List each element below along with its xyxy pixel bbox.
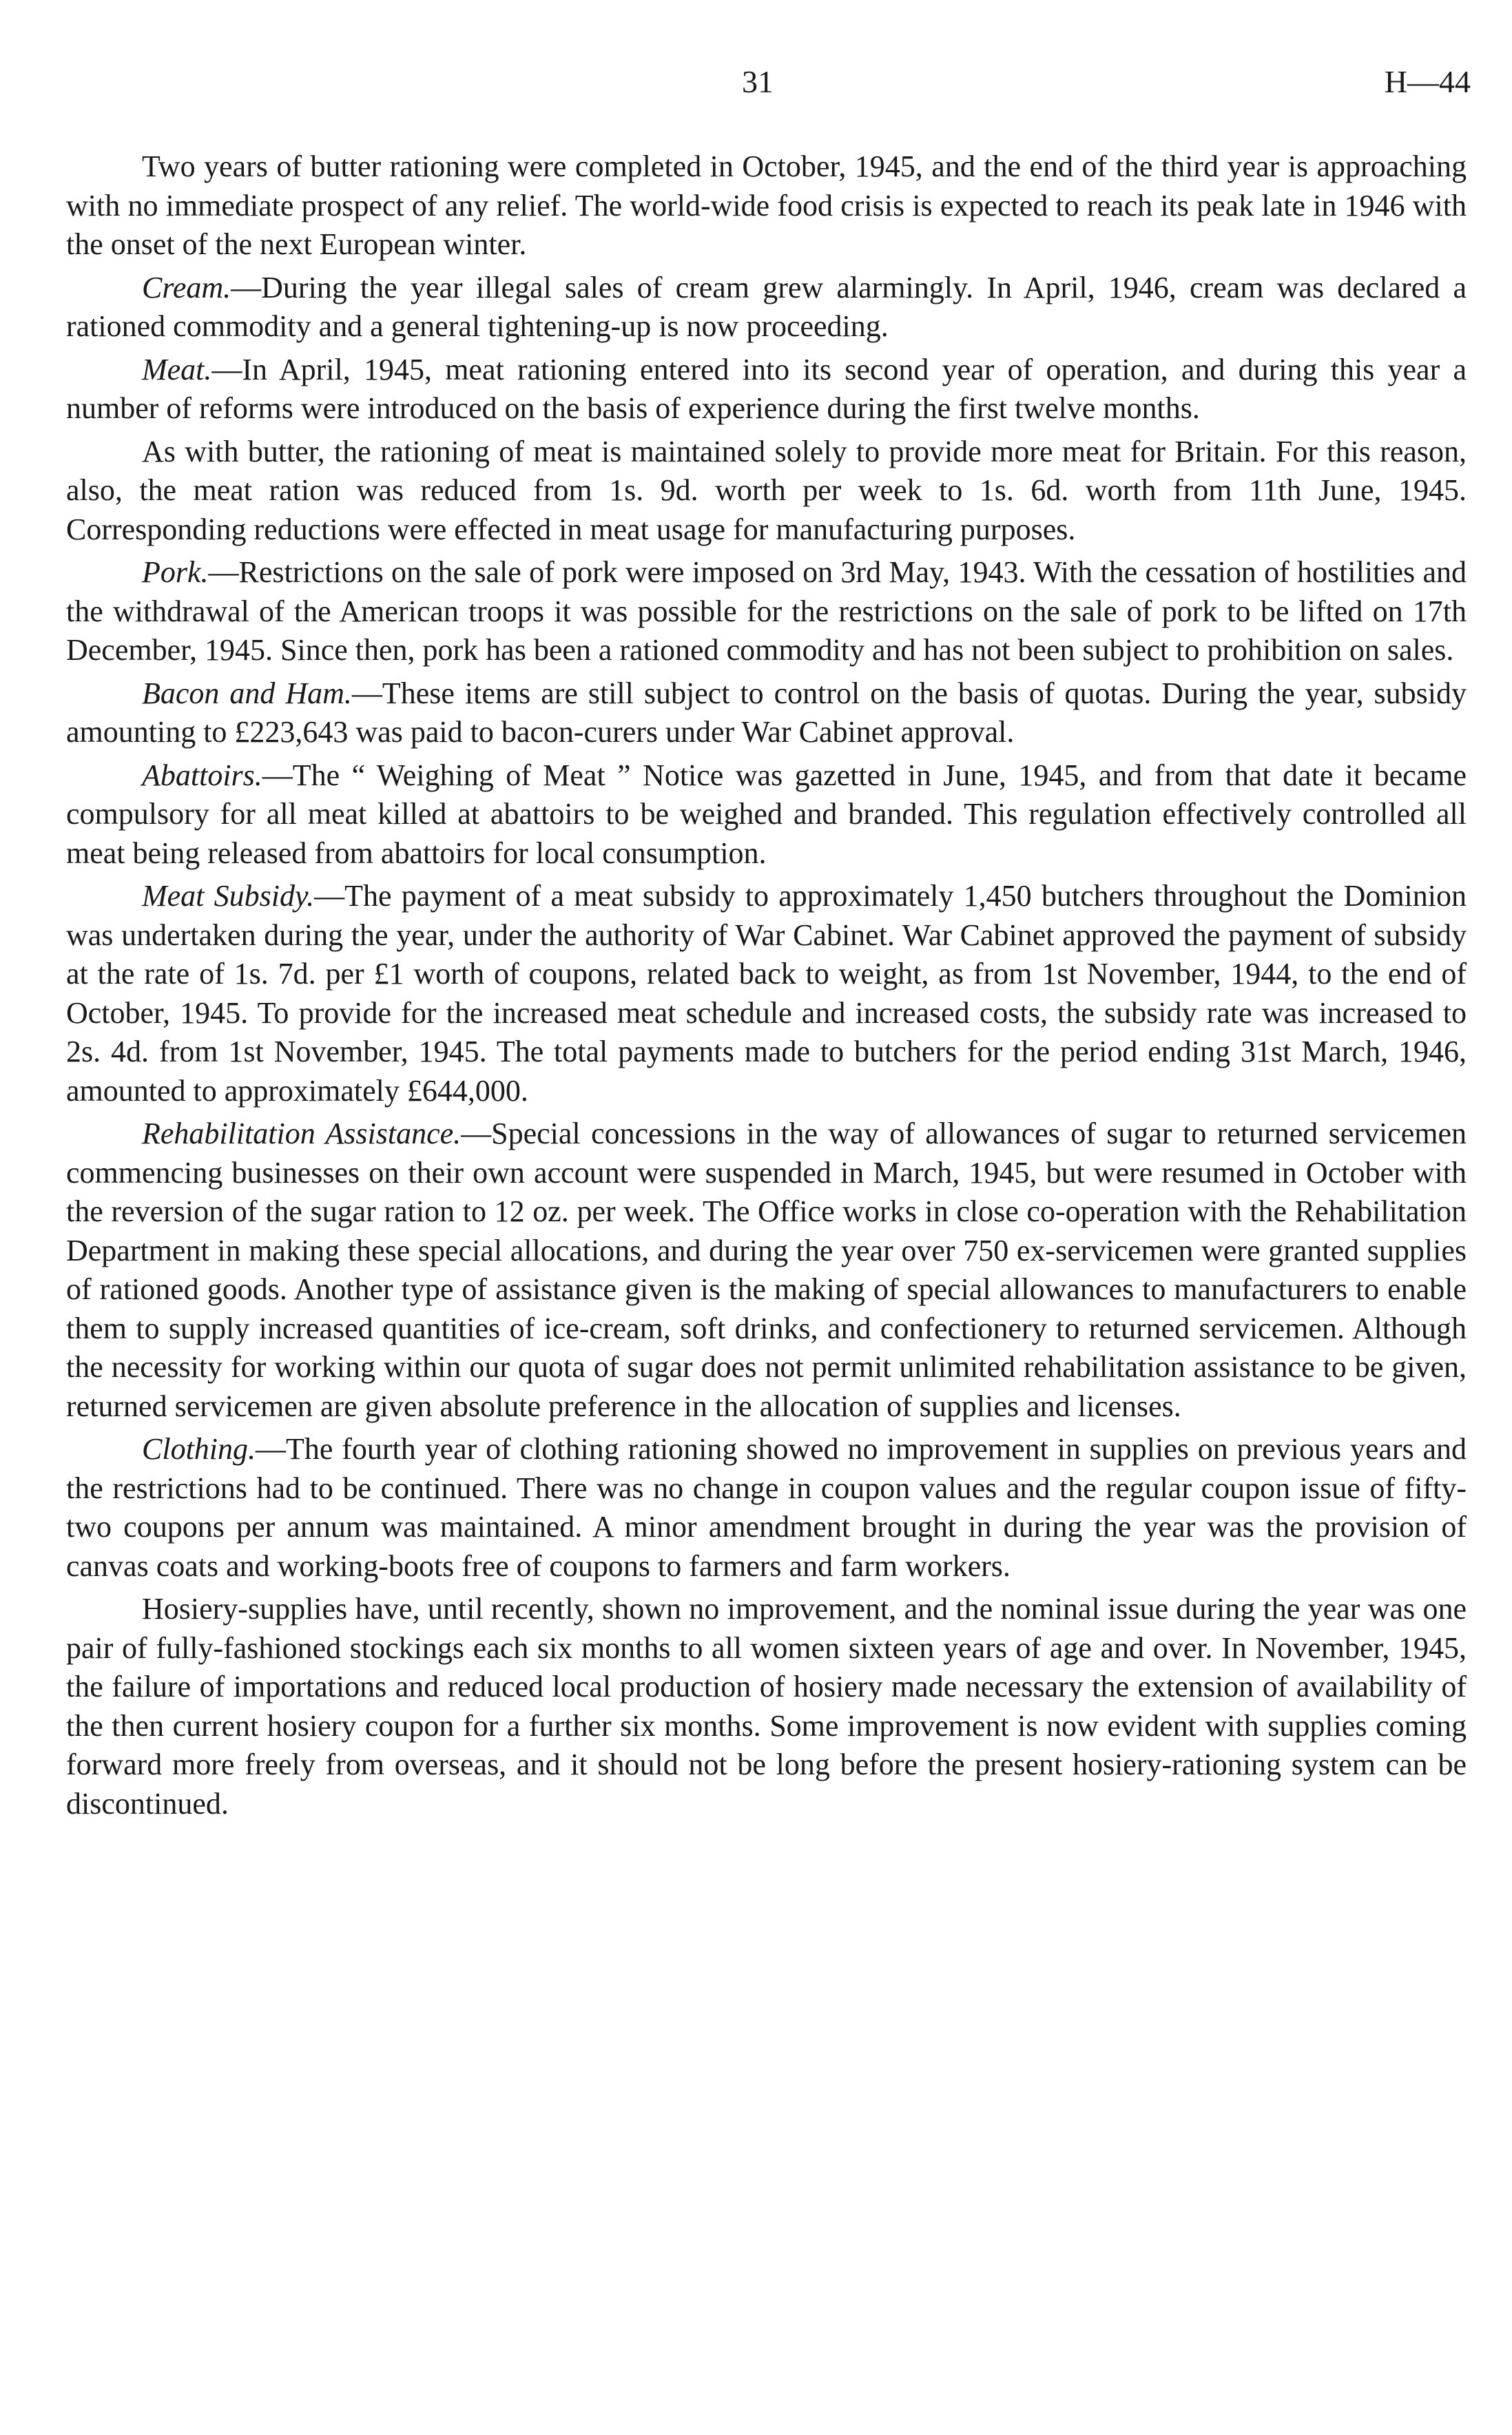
paragraph-pork [66, 553, 1467, 670]
page-header [0, 63, 1512, 112]
paragraph-abattoirs [66, 756, 1467, 873]
page-number: 31 [742, 64, 774, 99]
paragraph-text: As with butter, the rationing of meat is maintained solely to provide more meat for Britain. For this reason, also, the meat ration was reduced from 1s. 9d. worth per week to 1s. 6d. worth from 11th June, 1945. Corresponding reductions were effected in meat usage for manufacturing purposes. [66, 434, 1467, 546]
section-heading: Pork. [142, 555, 209, 589]
paragraph-text: —In April, 1945, meat rationing entered into its second year of operation, and during this year a number of reforms were introduced on the basis of experience during the first twelve months. [66, 352, 1467, 425]
section-heading: Bacon and Ham. [142, 676, 352, 710]
paragraph-meat-subsidy [66, 877, 1467, 1110]
paragraph-butter [66, 147, 1467, 265]
paragraph-text: —During the year illegal sales of cream grew alarmingly. In April, 1946, cream was declared a rationed commodity and a general tightening-up is now proceeding. [66, 270, 1467, 343]
paragraph-text: Two years of butter rationing were completed in October, 1945, and the end of the third year is approaching with no immediate prospect of any relief. The world-wide food crisis is expected to reach its peak late in 1946 with the onset of the next European winter. [66, 149, 1467, 261]
paragraph-cream [66, 269, 1467, 346]
section-heading: Cream. [142, 270, 231, 304]
paragraph-text: Hosiery-supplies have, until recently, shown no improvement, and the nominal issue during the year was one pair of fully-fashioned stockings each six months to all women sixteen years of age and over. In November, 1945, the failure of importations and reduced local production of hosiery made necessary the extension of availability of the then current hosiery coupon for a further six months. Some improvement is now evident with supplies coming forward more freely from overseas, and it should not be long before the present hosiery-rationing system can be discontinued. [66, 1592, 1467, 1821]
paragraph-bacon-ham [66, 674, 1467, 752]
section-heading: Rehabilitation Assistance. [142, 1117, 462, 1150]
paragraph-meat [66, 351, 1467, 428]
paragraph-rehabilitation [66, 1115, 1467, 1426]
paragraph-hosiery [66, 1590, 1467, 1823]
paragraph-text: —Restrictions on the sale of pork were imposed on 3rd May, 1943. With the cessation of hostilities and the withdrawal of the American troops it was possible for the restrictions on the sale of pork to be lifted on 17th December, 1945. Since then, pork has been a rationed commodity and has not been subject to prohibition on sales. [66, 555, 1467, 667]
document-reference: H—44 [1384, 64, 1471, 99]
paragraph-meat-ration [66, 433, 1467, 550]
paragraph-text: —The payment of a meat subsidy to approximately 1,450 butchers throughout the Dominion was undertaken during the year, under the authority of War Cabinet. War Cabinet approved the payment of subsidy at the rate of 1s. 7d. per £1 worth of coupons, related back to weight, as from 1st November, 1944, to the end of October, 1945. To provide for the increased meat schedule and increased costs, the subsidy rate was increased to 2s. 4d. from 1st November, 1945. The total payments made to butchers for the period ending 31st March, 1946, amounted to approximately £644,000. [66, 879, 1467, 1108]
section-heading: Clothing. [142, 1432, 256, 1466]
section-heading: Meat Subsidy. [142, 879, 315, 913]
paragraph-text: —The fourth year of clothing rationing showed no improvement in supplies on previous years and the restrictions had to be continued. There was no change in coupon values and the regular coupon issue of fifty-two coupons per annum was maintained. A minor amendment brought in during the year was the provision of canvas coats and working-boots free of coupons to farmers and farm workers. [66, 1432, 1467, 1583]
section-heading: Meat. [142, 352, 212, 386]
body-text [66, 147, 1467, 1827]
paragraph-text: —The “ Weighing of Meat ” Notice was gazetted in June, 1945, and from that date it became compulsory for all meat killed at abattoirs to be weighed and branded. This regulation effectively controlled all meat being released from abattoirs for local consumption. [66, 758, 1467, 870]
paragraph-text: —These items are still subject to control on the basis of quotas. During the year, subsidy amounting to £223,643 was paid to bacon-curers under War Cabinet approval. [66, 676, 1467, 749]
paragraph-clothing [66, 1430, 1467, 1586]
section-heading: Abattoirs. [142, 758, 262, 792]
paragraph-text: —Special concessions in the way of allowances of sugar to returned servicemen commencing businesses on their own account were suspended in March, 1945, but were resumed in October with the reversion of the sugar ration to 12 oz. per week. The Office works in close co-operation with the Rehabilitation Department in making these special allocations, and during the year over 750 ex-servicemen were granted supplies of rationed goods. Another type of assistance given is the making of special allowances to manufacturers to enable them to supply increased quantities of ice-cream, soft drinks, and confectionery to returned servicemen. Although the necessity for working within our quota of sugar does not permit unlimited rehabilitation assistance to be given, returned servicemen are given absolute preference in the allocation of supplies and licenses. [66, 1117, 1467, 1423]
